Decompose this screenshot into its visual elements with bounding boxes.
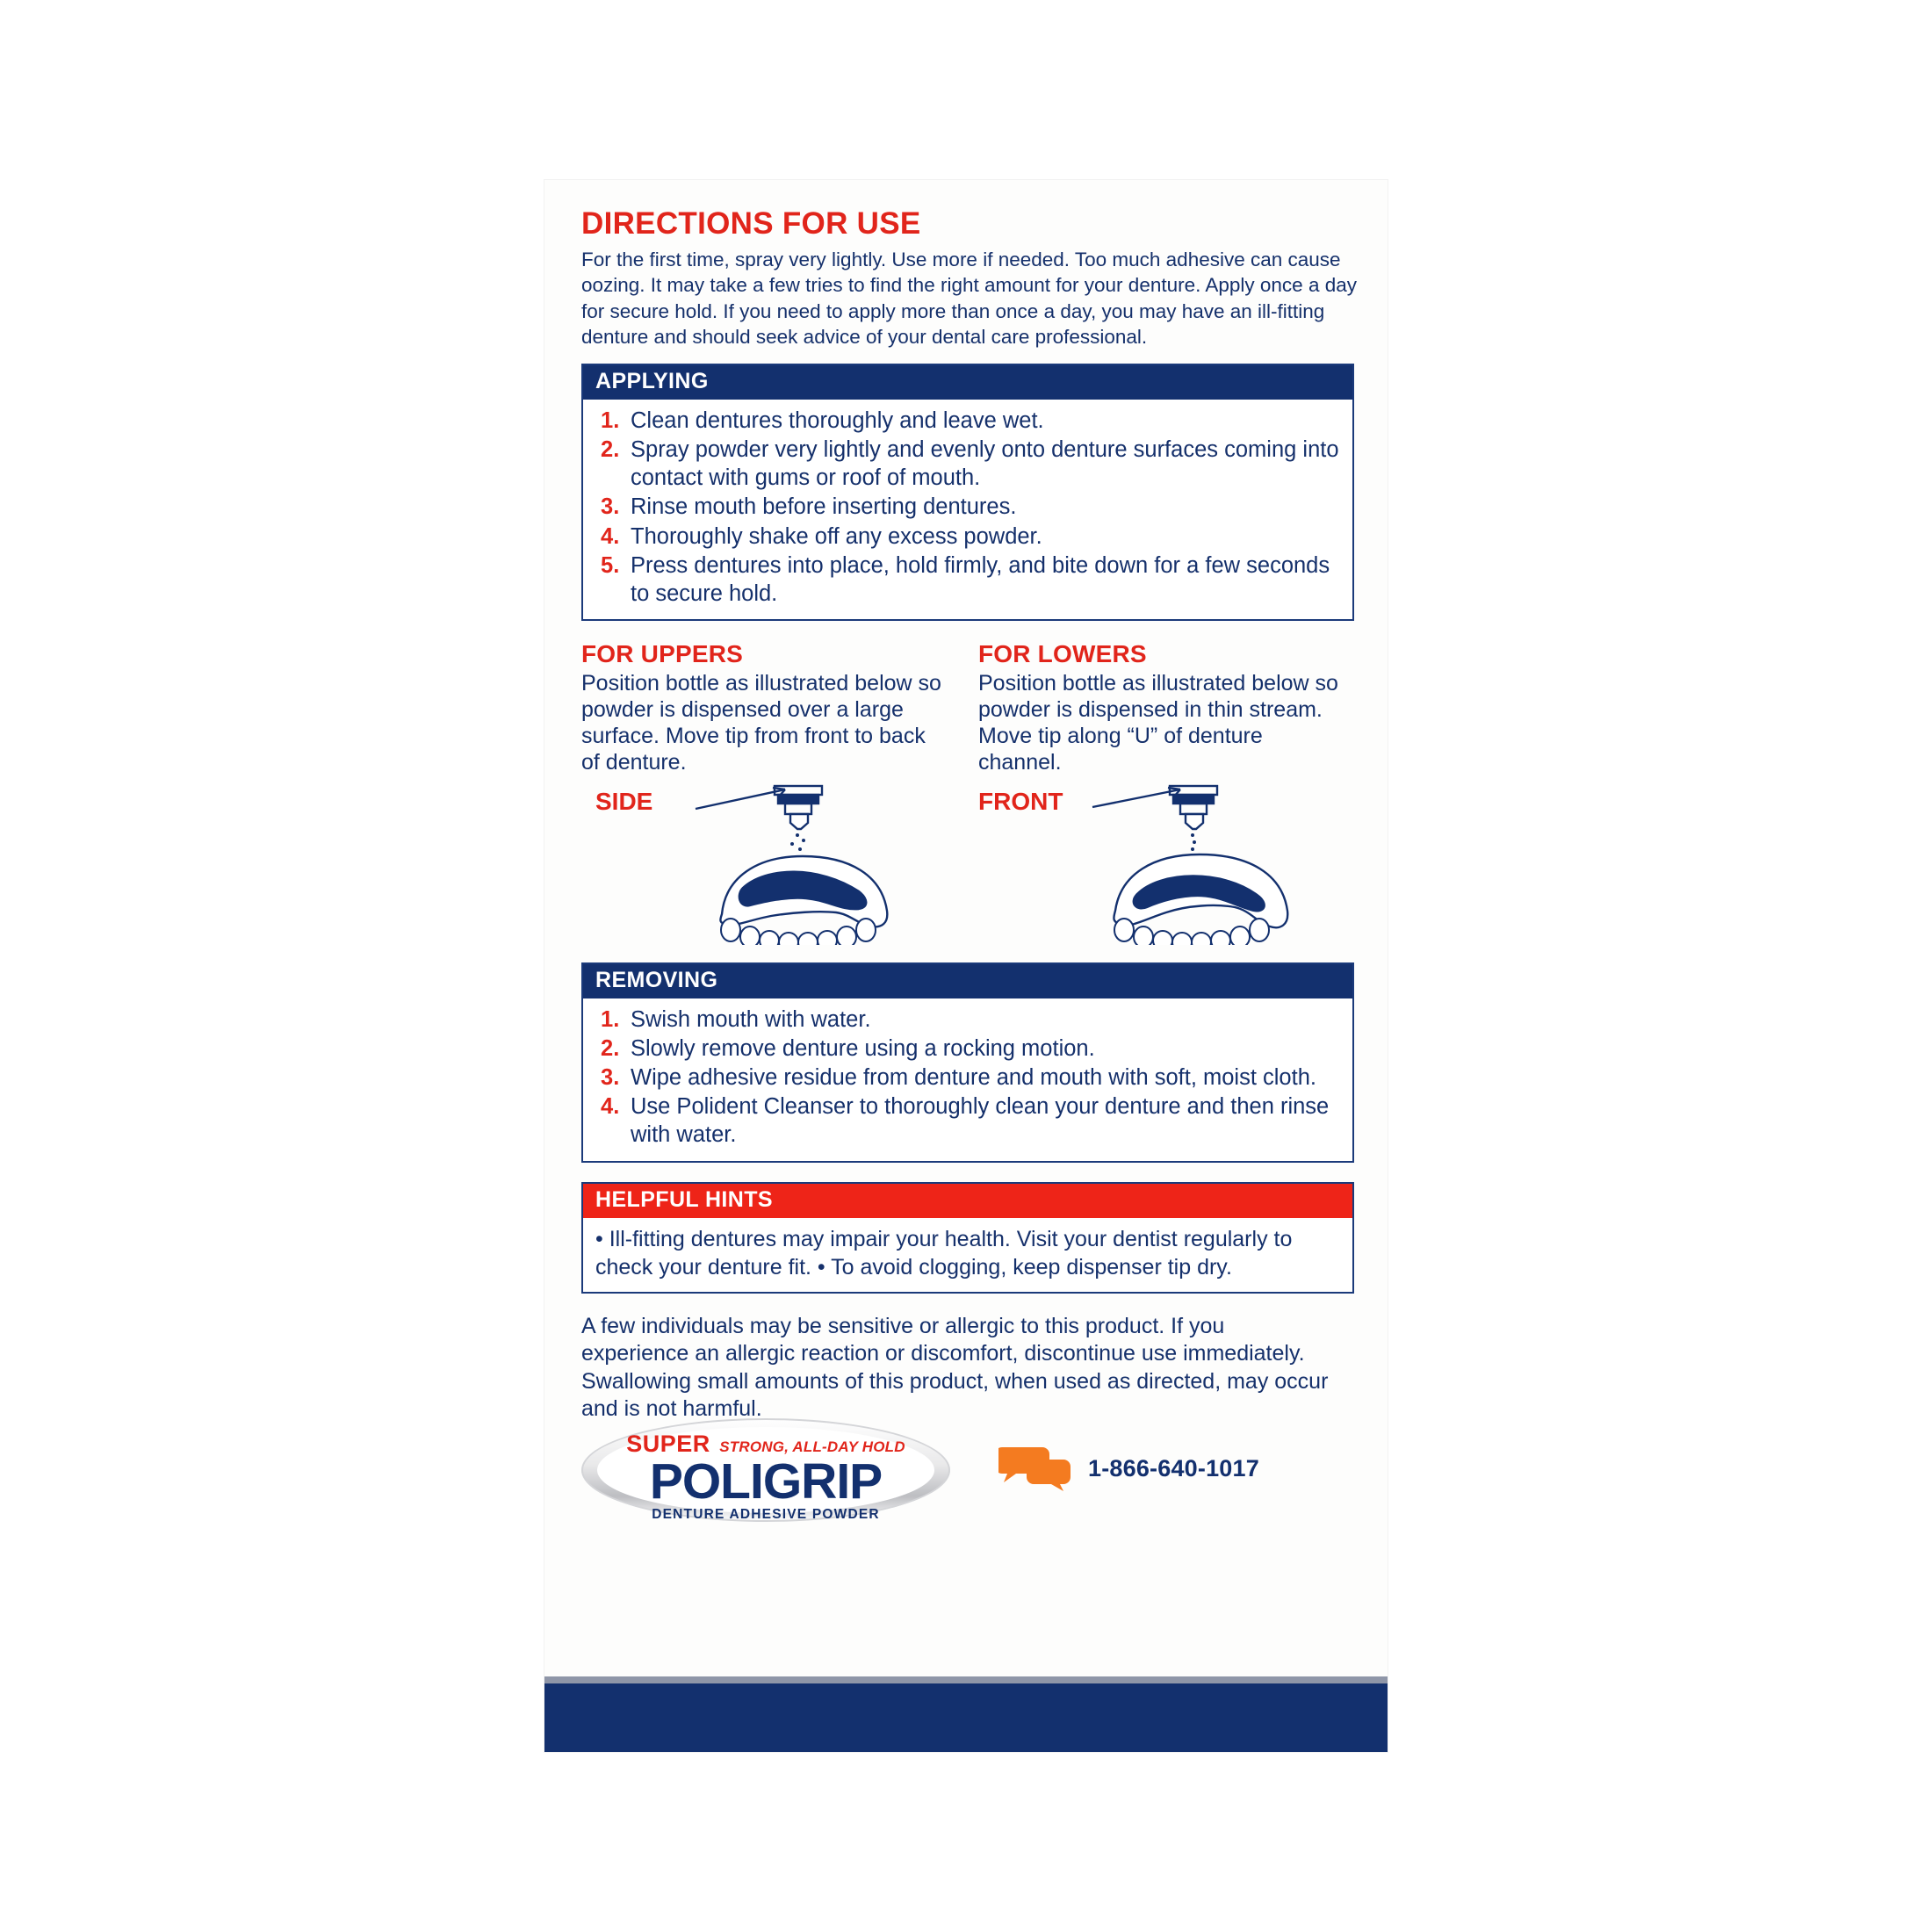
list-item: Thoroughly shake off any excess powder. xyxy=(631,523,1042,549)
helpful-hints-body xyxy=(583,1218,1352,1292)
list-item: Wipe adhesive residue from denture and mouth with soft, moist cloth. xyxy=(631,1065,1316,1091)
removing-steps-list xyxy=(595,1006,1340,1150)
logo-super-word: SUPER xyxy=(626,1431,710,1457)
application-illustrations xyxy=(581,640,1354,945)
poligrip-logo xyxy=(581,1409,950,1528)
upper-denture-diagram-icon xyxy=(687,782,933,949)
list-item: Swish mouth with water. xyxy=(631,1006,871,1032)
brand-footer xyxy=(581,1409,1354,1528)
list-item: Clean dentures thoroughly and leave wet. xyxy=(631,408,1044,433)
helpful-hints-section xyxy=(581,1182,1354,1294)
logo-brand-name: POLIGRIP xyxy=(649,1453,883,1510)
applying-heading: APPLYING xyxy=(583,365,1352,400)
intro-paragraph: For the first time, spray very lightly. Use more if needed. Too much adhesive can cause oozing. It may take a few tries to find the right amount for your denture. Apply once a day for secure hold. If you need to apply more than once a day, you may have an ill-fitting denture and should seek advice of your dental care professional. xyxy=(581,249,1357,348)
contact-block xyxy=(998,1442,1259,1496)
applying-section xyxy=(581,364,1354,621)
list-item: Press dentures into place, hold firmly, and bite down for a few seconds to secure hold. xyxy=(631,552,1330,606)
speech-bubbles-icon xyxy=(998,1442,1074,1496)
logo-subtitle: DENTURE ADHESIVE POWDER xyxy=(652,1507,880,1523)
lowers-heading: FOR LOWERS xyxy=(978,639,1147,667)
page-title: DIRECTIONS FOR USE xyxy=(581,206,921,241)
applying-body xyxy=(583,400,1352,619)
uppers-column xyxy=(581,640,941,945)
disclaimer-text: A few individuals may be sensitive or allergic to this product. If you experience an allergic reaction or discomfort, discontinue use immediately. Swallowing small amounts of this product, when used as directed, may occur and is not harmful. xyxy=(581,1313,1329,1421)
package-bottom-bar xyxy=(544,1683,1388,1752)
list-item: Use Polident Cleanser to thoroughly clean your denture and then rinse with water. xyxy=(631,1094,1330,1148)
uppers-heading: FOR UPPERS xyxy=(581,639,744,667)
lowers-text: Position bottle as illustrated below so powder is dispensed in thin stream. Move tip along “U” of denture channel. xyxy=(978,670,1338,775)
product-package-panel xyxy=(544,180,1388,1752)
helpful-hints-text: • Ill-fitting dentures may impair your health. Visit your dentist regularly to check your denture fit. • To avoid clogging, keep dispenser tip dry. xyxy=(595,1226,1293,1280)
removing-section xyxy=(581,962,1354,1163)
removing-heading: REMOVING xyxy=(583,964,1352,998)
list-item: Spray powder very lightly and evenly onto denture surfaces coming into contact with gums or roof of mouth. xyxy=(631,437,1339,491)
lower-denture-diagram-icon xyxy=(1084,782,1330,949)
uppers-text: Position bottle as illustrated below so powder is dispensed over a large surface. Move tip from front to back of denture. xyxy=(581,670,941,775)
applying-steps-list xyxy=(595,407,1340,608)
lowers-view-label: FRONT xyxy=(978,787,1063,815)
logo-tagline: STRONG, ALL-DAY HOLD xyxy=(719,1438,905,1455)
logo-text-block xyxy=(581,1409,950,1523)
list-item: Slowly remove denture using a rocking motion. xyxy=(631,1036,1095,1061)
uppers-illustration xyxy=(581,782,941,945)
uppers-view-label: SIDE xyxy=(595,787,653,815)
lowers-illustration xyxy=(978,782,1338,945)
lowers-column xyxy=(978,640,1338,945)
phone-number: 1-866-640-1017 xyxy=(1088,1455,1259,1481)
directions-content xyxy=(581,206,1357,1424)
logo-super-line xyxy=(581,1432,950,1456)
helpful-hints-heading: HELPFUL HINTS xyxy=(583,1184,1352,1218)
removing-body xyxy=(583,998,1352,1161)
list-item: Rinse mouth before inserting dentures. xyxy=(631,494,1017,520)
